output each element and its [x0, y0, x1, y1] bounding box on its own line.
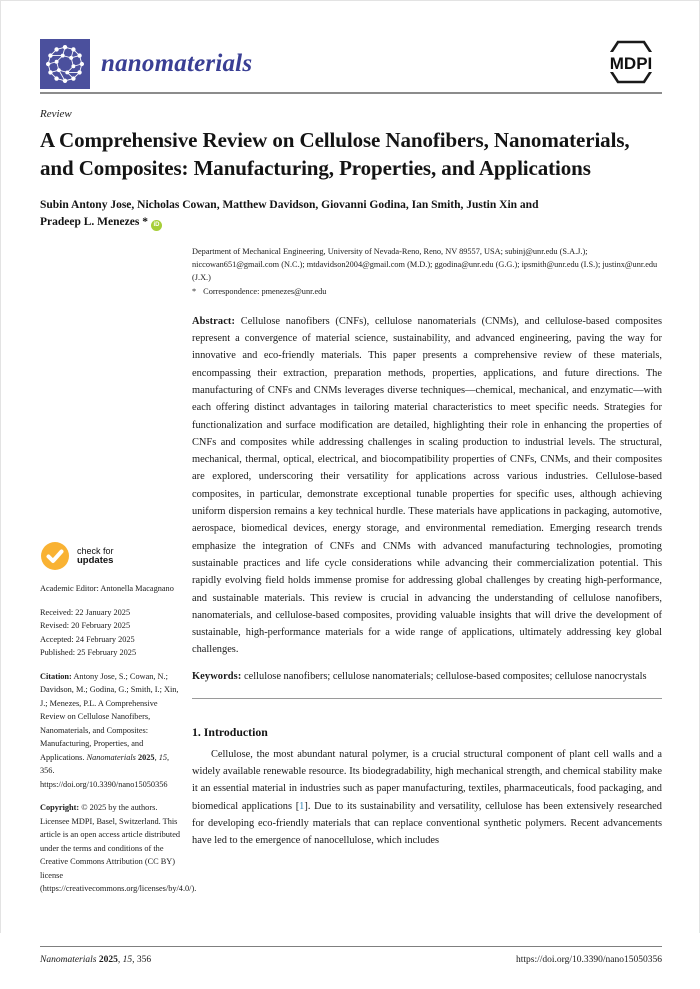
citation-volume: 15: [158, 752, 168, 762]
abstract-label: Abstract:: [192, 315, 236, 327]
citation-journal: Nanomaterials: [86, 752, 136, 762]
keywords-text: cellulose nanofibers; cellulose nanomaterials; cellulose-based composites; cellulose nanocrystals: [244, 670, 647, 682]
metadata-sidebar: [40, 245, 197, 906]
article-type-label: Review: [40, 108, 72, 120]
footer-journal-name: Nanomaterials: [40, 955, 97, 965]
abstract: [192, 313, 662, 659]
orcid-icon[interactable]: iD: [151, 220, 162, 231]
citation-text: Antony Jose, S.; Cowan, N.; Davidson, M.; Godina, G.; Smith, I.; Xin, J.; Menezes, P.L. A Comprehensive Review on Cellulose Nanofibers, Nanomaterials, and Composites: Manufacturing, Properties, and Applications.: [40, 671, 179, 762]
correspondence-line: [192, 285, 662, 298]
published-date: Published: 25 February 2025: [40, 648, 137, 657]
copyright-block: [40, 801, 197, 896]
corresponding-author: Pradeep L. Menezes *: [40, 215, 148, 228]
check-for-updates-label: check for updates: [77, 546, 114, 566]
intro-text-before-ref: Cellulose, the most abundant natural polymer, is a crucial structural component of plant cell walls and a widely available renewable resource. Its biodegradability, high mechanical strength, and chemical stability make it an essential material in industries such as paper manufacturing, textiles, pharmaceuticals, food packaging, and biomedical applications [: [192, 749, 662, 812]
journal-header: [40, 39, 662, 91]
revised-date: Revised: 20 February 2025: [40, 621, 131, 630]
introduction-paragraph: [192, 746, 662, 849]
correspondence-marker: *: [192, 286, 197, 296]
footer-journal-ref: Nanomaterials 2025, 15, 356: [40, 955, 152, 965]
reference-1-link[interactable]: 1: [299, 800, 305, 812]
intro-text-after-ref: ]. Due to its sustainability and versatility, cellulose has been extensively researched for developing eco-friendly materials that can replace conventional synthetic polymers. Recent advancements have led to the emergence of nanocellulose, which includes: [192, 800, 662, 847]
check-icon: [40, 541, 70, 571]
header-divider: [40, 92, 662, 94]
author-list: [40, 197, 662, 231]
check-for-updates-button[interactable]: [40, 541, 136, 571]
mdpi-logo-text: MDPI: [609, 54, 653, 73]
keywords-label: Keywords:: [192, 670, 242, 682]
authors-line-1: Subin Antony Jose, Nicholas Cowan, Matthew Davidson, Giovanni Godina, Ian Smith, Justin Xin and: [40, 199, 539, 211]
authors-line-2: [40, 214, 662, 231]
keywords-divider: [192, 698, 662, 699]
footer-volume: 15: [122, 955, 133, 965]
page-title: A Comprehensive Review on Cellulose Nanofibers, Nanomaterials, and Composites: Manufacturing, Properties, and Applications: [40, 128, 630, 180]
footer-year: 2025: [98, 955, 118, 965]
copyright-label: Copyright:: [40, 803, 80, 812]
footer-doi-link[interactable]: https://doi.org/10.3390/nano15050356: [515, 955, 662, 965]
section-heading-introduction: 1. Introduction: [192, 725, 268, 740]
journal-brand[interactable]: [40, 39, 252, 89]
footer-divider: [40, 946, 662, 947]
academic-editor: Academic Editor: Antonella Macagnano: [40, 584, 174, 593]
main-column: [192, 245, 662, 906]
journal-name: nanomaterials: [101, 50, 253, 77]
received-date: Received: 22 January 2025: [40, 607, 131, 617]
citation-label: Citation:: [40, 671, 72, 681]
page-footer: [0, 933, 700, 989]
abstract-text: Cellulose nanofibers (CNFs), cellulose nanomaterials (CNMs), and cellulose-based composites represent a convergence of material science, sustainability, and advanced engineering, paving the way for innovative and eco-friendly materials. This paper presents a comprehensive review of these materials, encompassing their extraction, preparation methods, properties, applications, and future directions. The manufacturing of CNFs and CNMs leverages diverse techniques—chemical, mechanical, and enzymatic—with each offering distinct advantages in tailoring material characteristics to meet specific needs. Strategies for functionalization and surface modification are detailed, highlighting their role in enhancing the properties of CNFs and composites while addressing challenges in scaling production to industrial levels. The structural, mechanical, thermal, optical, electrical, and biocompatibility properties of CNFs, CNMs, and their composites are explored, underscoring their versatility for applications across various industries. Cellulose-based composites, in particular, demonstrate exceptional tunable properties for specific uses, although achieving uniform dispersion remains a key technical hurdle. These materials have applications in packaging, automotive, aerospace, biomedical devices, energy storage, and environmental remediation. Emerging research trends emphasize the integration of CNFs and CNMs with advanced manufacturing technologies, promoting sustainable practices and life cycle considerations while advancing their commercialization potential. This rapidly evolving field holds immense promise for addressing global challenges by creating high-performance, and sustainable materials. This review is crucial in advancing the understanding of cellulose nanofibers, nanomaterials, and cellulose-based composites, providing valuable insights that will drive the development of sustainable, high-performance materials for a wide range of applications, ultimately addressing key global challenges.: [192, 315, 662, 656]
copyright-text: © 2025 by the authors. Licensee MDPI, Basel, Switzerland. This article is an open access article distributed under the terms and conditions of the Creative Commons Attribution (CC BY) license (https://creativecommons.org/licenses/by/4.0/).: [40, 803, 197, 893]
citation-doi-link[interactable]: https://doi.org/10.3390/nano15050356: [40, 779, 168, 789]
nanomaterials-logo-icon: [40, 39, 90, 89]
citation-block: Citation: Antony Jose, S.; Cowan, N.; Davidson, M.; Godina, G.; Smith, I.; Xin, J.; Menezes, P.L. A Comprehensive Review on Cellulose Nanofibers, Nanomaterials, and Composites: Manufacturing, Properties, and Applications. Nanomaterials 2025, 15, 356. https://doi.org/10.3390/nano15050356: [40, 671, 179, 789]
affiliation: Department of Mechanical Engineering, University of Nevada-Reno, Reno, NV 89557, USA; subinj@unr.edu (S.A.J.); niccowan651@gmail.com (N.C.); mtdavidson2004@gmail.com (M.D.); ggodina@unr.edu (G.G.); ipsmith@unr.edu (I.S.); justinx@unr.edu (J.X.): [192, 247, 658, 283]
citation-year: 2025: [137, 752, 155, 762]
mdpi-logo[interactable]: [600, 39, 662, 85]
correspondence-text: Correspondence: pmenezes@unr.edu: [203, 286, 327, 296]
article-dates: [40, 606, 182, 660]
keywords: [192, 668, 662, 685]
content-columns: [40, 245, 662, 906]
accepted-date: Accepted: 24 February 2025: [40, 634, 135, 644]
